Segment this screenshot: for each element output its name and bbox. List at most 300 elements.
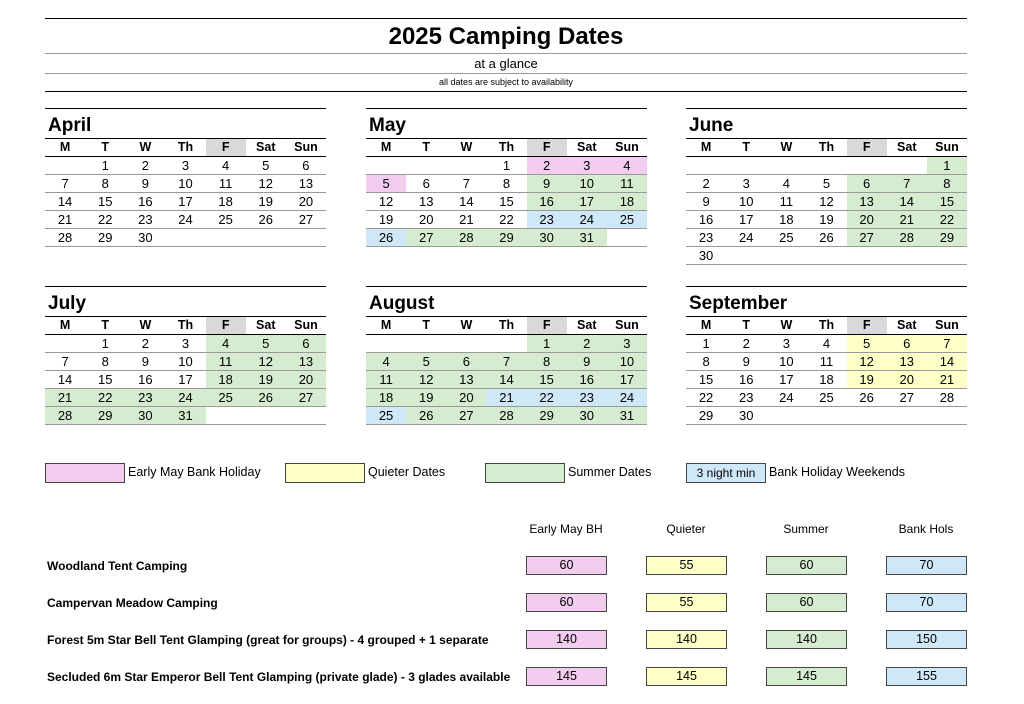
day-cell: 18 — [607, 193, 647, 211]
month-title: April — [48, 115, 92, 136]
day-cell: 12 — [246, 353, 286, 371]
week-row — [686, 211, 967, 229]
day-cell: 4 — [806, 335, 846, 353]
month-title: September — [689, 293, 788, 314]
day-cell: 27 — [286, 211, 326, 229]
day-cell: 1 — [85, 157, 125, 175]
empty-day-cell — [927, 407, 967, 425]
empty-day-cell — [206, 229, 246, 247]
empty-day-cell — [486, 335, 526, 353]
week-row — [366, 229, 647, 247]
price-cell: 155 — [886, 667, 967, 686]
day-cell: 25 — [806, 389, 846, 407]
day-cell: 20 — [847, 211, 887, 229]
weekday-header: Sun — [607, 317, 647, 335]
price-header-quieter: Quieter — [666, 522, 706, 536]
day-cell: 1 — [927, 157, 967, 175]
day-cell: 17 — [726, 211, 766, 229]
month-calendar-july — [45, 286, 326, 425]
day-cell: 3 — [165, 335, 205, 353]
day-cell: 2 — [527, 157, 567, 175]
weekday-header: Th — [486, 317, 526, 335]
day-cell: 30 — [527, 229, 567, 247]
empty-day-cell — [45, 335, 85, 353]
weekday-header: Sat — [567, 139, 607, 157]
legend-bank-holiday-swatch: 3 night min — [686, 463, 766, 483]
day-cell: 4 — [206, 335, 246, 353]
day-cell: 30 — [567, 407, 607, 425]
empty-day-cell — [927, 247, 967, 265]
weekday-header: T — [85, 317, 125, 335]
day-cell: 24 — [567, 211, 607, 229]
day-cell: 21 — [927, 371, 967, 389]
legend-summer-swatch — [485, 463, 565, 483]
day-cell: 22 — [927, 211, 967, 229]
weekday-header: Sat — [567, 317, 607, 335]
day-cell: 27 — [286, 389, 326, 407]
week-row — [45, 193, 326, 211]
empty-day-cell — [446, 335, 486, 353]
month-title: June — [689, 115, 734, 136]
day-cell: 9 — [567, 353, 607, 371]
empty-day-cell — [887, 407, 927, 425]
day-cell: 26 — [806, 229, 846, 247]
day-cell: 23 — [686, 229, 726, 247]
week-row — [45, 371, 326, 389]
price-header-bank-hols: Bank Hols — [898, 522, 954, 536]
price-cell: 140 — [646, 630, 727, 649]
price-header-summer: Summer — [783, 522, 829, 536]
day-cell: 25 — [206, 389, 246, 407]
day-cell: 12 — [366, 193, 406, 211]
day-cell: 9 — [726, 353, 766, 371]
day-cell: 5 — [406, 353, 446, 371]
empty-day-cell — [887, 157, 927, 175]
day-cell: 19 — [406, 389, 446, 407]
price-row-label: Campervan Meadow Camping — [47, 596, 218, 610]
day-cell: 10 — [726, 193, 766, 211]
day-cell: 6 — [446, 353, 486, 371]
price-cell: 60 — [526, 593, 607, 612]
week-row — [366, 335, 647, 353]
month-calendar-april — [45, 108, 326, 247]
month-calendar-may — [366, 108, 647, 247]
price-cell: 140 — [766, 630, 847, 649]
day-cell: 16 — [686, 211, 726, 229]
day-cell: 29 — [486, 229, 526, 247]
day-cell: 15 — [85, 193, 125, 211]
day-cell: 25 — [206, 211, 246, 229]
day-cell: 17 — [766, 371, 806, 389]
week-row — [686, 229, 967, 247]
month-title: August — [369, 293, 435, 314]
day-cell: 7 — [887, 175, 927, 193]
empty-day-cell — [286, 229, 326, 247]
day-cell: 4 — [607, 157, 647, 175]
day-cell: 16 — [125, 371, 165, 389]
weekday-header: Sun — [286, 317, 326, 335]
day-cell: 26 — [246, 389, 286, 407]
empty-day-cell — [806, 407, 846, 425]
day-cell: 13 — [446, 371, 486, 389]
price-cell: 55 — [646, 556, 727, 575]
day-cell: 15 — [85, 371, 125, 389]
empty-day-cell — [406, 335, 446, 353]
day-cell: 24 — [726, 229, 766, 247]
day-cell: 22 — [85, 389, 125, 407]
weekday-header: Th — [806, 317, 846, 335]
day-cell: 24 — [165, 389, 205, 407]
day-cell: 19 — [806, 211, 846, 229]
empty-day-cell — [887, 247, 927, 265]
day-cell: 21 — [45, 389, 85, 407]
weekday-header: Th — [806, 139, 846, 157]
day-cell: 10 — [165, 353, 205, 371]
price-cell: 55 — [646, 593, 727, 612]
price-cell: 60 — [766, 593, 847, 612]
price-cell: 70 — [886, 593, 967, 612]
availability-note: all dates are subject to availability — [438, 77, 574, 87]
day-cell: 31 — [607, 407, 647, 425]
day-cell: 29 — [686, 407, 726, 425]
day-cell: 30 — [686, 247, 726, 265]
page-title: 2025 Camping Dates — [388, 23, 624, 50]
weekday-header: F — [527, 139, 567, 157]
day-cell: 21 — [486, 389, 526, 407]
day-cell: 6 — [286, 335, 326, 353]
day-cell: 2 — [686, 175, 726, 193]
week-row — [366, 193, 647, 211]
weekday-header: Sun — [607, 139, 647, 157]
empty-day-cell — [246, 229, 286, 247]
weekday-header: Th — [165, 139, 205, 157]
day-cell: 7 — [446, 175, 486, 193]
day-cell: 7 — [45, 353, 85, 371]
day-cell: 12 — [806, 193, 846, 211]
day-cell: 18 — [206, 371, 246, 389]
empty-day-cell — [686, 157, 726, 175]
price-cell: 145 — [766, 667, 847, 686]
weekday-header: Sat — [246, 317, 286, 335]
weekday-header: Sat — [246, 139, 286, 157]
day-cell: 7 — [927, 335, 967, 353]
day-cell: 5 — [246, 335, 286, 353]
price-cell: 60 — [766, 556, 847, 575]
day-cell: 3 — [607, 335, 647, 353]
day-cell: 24 — [766, 389, 806, 407]
day-cell: 20 — [406, 211, 446, 229]
day-cell: 22 — [686, 389, 726, 407]
day-cell: 13 — [406, 193, 446, 211]
day-cell: 31 — [165, 407, 205, 425]
day-cell: 21 — [446, 211, 486, 229]
day-cell: 25 — [366, 407, 406, 425]
day-cell: 29 — [85, 229, 125, 247]
empty-day-cell — [726, 157, 766, 175]
week-row — [686, 353, 967, 371]
empty-day-cell — [406, 157, 446, 175]
day-cell: 14 — [446, 193, 486, 211]
weekday-header: F — [206, 317, 246, 335]
day-cell: 15 — [486, 193, 526, 211]
price-cell: 145 — [646, 667, 727, 686]
day-cell: 13 — [286, 175, 326, 193]
weekday-header: Th — [165, 317, 205, 335]
day-cell: 12 — [847, 353, 887, 371]
month-table — [686, 138, 967, 265]
weekday-header: M — [45, 139, 85, 157]
day-cell: 10 — [567, 175, 607, 193]
day-cell: 14 — [45, 193, 85, 211]
day-cell: 11 — [366, 371, 406, 389]
weekday-header: W — [766, 139, 806, 157]
week-row — [45, 335, 326, 353]
empty-day-cell — [726, 247, 766, 265]
legend-early-may-swatch — [45, 463, 125, 483]
day-cell: 11 — [766, 193, 806, 211]
weekday-header: F — [847, 317, 887, 335]
day-cell: 28 — [486, 407, 526, 425]
day-cell: 22 — [486, 211, 526, 229]
price-cell: 60 — [526, 556, 607, 575]
day-cell: 19 — [246, 371, 286, 389]
day-cell: 9 — [686, 193, 726, 211]
day-cell: 4 — [766, 175, 806, 193]
weekday-header: F — [847, 139, 887, 157]
day-cell: 14 — [486, 371, 526, 389]
week-row — [366, 157, 647, 175]
month-table — [366, 138, 647, 247]
day-cell: 13 — [887, 353, 927, 371]
day-cell: 23 — [527, 211, 567, 229]
month-calendar-june — [686, 108, 967, 265]
empty-day-cell — [766, 407, 806, 425]
day-cell: 4 — [206, 157, 246, 175]
weekday-header: T — [406, 317, 446, 335]
day-cell: 26 — [366, 229, 406, 247]
weekday-header: W — [446, 139, 486, 157]
week-row — [366, 371, 647, 389]
day-cell: 28 — [927, 389, 967, 407]
day-cell: 5 — [847, 335, 887, 353]
day-cell: 30 — [125, 229, 165, 247]
empty-day-cell — [165, 229, 205, 247]
day-cell: 6 — [847, 175, 887, 193]
day-cell: 28 — [446, 229, 486, 247]
day-cell: 18 — [766, 211, 806, 229]
week-row — [45, 211, 326, 229]
day-cell: 10 — [607, 353, 647, 371]
day-cell: 11 — [806, 353, 846, 371]
day-cell: 20 — [286, 193, 326, 211]
day-cell: 6 — [887, 335, 927, 353]
weekday-header: M — [366, 317, 406, 335]
price-row-label: Forest 5m Star Bell Tent Glamping (great for groups) - 4 grouped + 1 separate — [47, 633, 489, 647]
weekday-header: W — [766, 317, 806, 335]
month-calendar-september — [686, 286, 967, 425]
day-cell: 3 — [766, 335, 806, 353]
month-table — [686, 316, 967, 425]
day-cell: 16 — [527, 193, 567, 211]
day-cell: 8 — [486, 175, 526, 193]
day-cell: 14 — [887, 193, 927, 211]
day-cell: 5 — [246, 157, 286, 175]
weekday-header: Sat — [887, 317, 927, 335]
day-cell: 17 — [165, 193, 205, 211]
legend-bank-holiday-label: Bank Holiday Weekends — [769, 465, 905, 479]
weekday-header: F — [527, 317, 567, 335]
empty-day-cell — [766, 157, 806, 175]
week-row — [686, 389, 967, 407]
day-cell: 11 — [206, 353, 246, 371]
day-cell: 8 — [927, 175, 967, 193]
day-cell: 3 — [567, 157, 607, 175]
weekday-header: T — [85, 139, 125, 157]
day-cell: 9 — [125, 353, 165, 371]
day-cell: 17 — [567, 193, 607, 211]
price-row-label: Secluded 6m Star Emperor Bell Tent Glamping (private glade) - 3 glades available — [47, 670, 511, 684]
weekday-header: T — [726, 139, 766, 157]
day-cell: 10 — [766, 353, 806, 371]
day-cell: 17 — [607, 371, 647, 389]
legend-summer-label: Summer Dates — [568, 465, 652, 479]
weekday-header: Sun — [286, 139, 326, 157]
day-cell: 7 — [45, 175, 85, 193]
week-row — [686, 157, 967, 175]
empty-day-cell — [766, 247, 806, 265]
empty-day-cell — [847, 407, 887, 425]
day-cell: 23 — [125, 211, 165, 229]
day-cell: 9 — [125, 175, 165, 193]
day-cell: 9 — [527, 175, 567, 193]
day-cell: 1 — [85, 335, 125, 353]
empty-day-cell — [286, 407, 326, 425]
week-row — [686, 335, 967, 353]
empty-day-cell — [45, 157, 85, 175]
day-cell: 25 — [766, 229, 806, 247]
week-row — [45, 353, 326, 371]
day-cell: 15 — [927, 193, 967, 211]
day-cell: 22 — [527, 389, 567, 407]
week-row — [366, 175, 647, 193]
day-cell: 20 — [446, 389, 486, 407]
day-cell: 27 — [847, 229, 887, 247]
day-cell: 19 — [847, 371, 887, 389]
price-cell: 70 — [886, 556, 967, 575]
day-cell: 2 — [726, 335, 766, 353]
day-cell: 13 — [847, 193, 887, 211]
day-cell: 7 — [486, 353, 526, 371]
day-cell: 2 — [567, 335, 607, 353]
day-cell: 1 — [686, 335, 726, 353]
week-row — [366, 407, 647, 425]
empty-day-cell — [806, 157, 846, 175]
price-cell: 150 — [886, 630, 967, 649]
month-calendar-august — [366, 286, 647, 425]
price-cell: 140 — [526, 630, 607, 649]
week-row — [366, 353, 647, 371]
weekday-header: Sun — [927, 139, 967, 157]
weekday-header: T — [406, 139, 446, 157]
empty-day-cell — [366, 335, 406, 353]
day-cell: 8 — [686, 353, 726, 371]
day-cell: 23 — [567, 389, 607, 407]
weekday-header: W — [446, 317, 486, 335]
day-cell: 24 — [165, 211, 205, 229]
day-cell: 11 — [206, 175, 246, 193]
day-cell: 3 — [165, 157, 205, 175]
legend — [0, 463, 1024, 485]
day-cell: 15 — [686, 371, 726, 389]
day-cell: 8 — [85, 175, 125, 193]
price-cell: 145 — [526, 667, 607, 686]
day-cell: 10 — [165, 175, 205, 193]
day-cell: 25 — [607, 211, 647, 229]
empty-day-cell — [246, 407, 286, 425]
weekday-header: M — [686, 139, 726, 157]
day-cell: 21 — [45, 211, 85, 229]
weekday-header: M — [366, 139, 406, 157]
legend-quieter-swatch — [285, 463, 365, 483]
day-cell: 30 — [726, 407, 766, 425]
day-cell: 5 — [366, 175, 406, 193]
day-cell: 3 — [726, 175, 766, 193]
day-cell: 28 — [45, 407, 85, 425]
weekday-header: Th — [486, 139, 526, 157]
price-header-early-may: Early May BH — [529, 522, 603, 536]
day-cell: 30 — [125, 407, 165, 425]
weekday-header: Sun — [927, 317, 967, 335]
day-cell: 31 — [567, 229, 607, 247]
month-table — [366, 316, 647, 425]
day-cell: 19 — [246, 193, 286, 211]
day-cell: 26 — [847, 389, 887, 407]
day-cell: 18 — [206, 193, 246, 211]
day-cell: 16 — [567, 371, 607, 389]
day-cell: 18 — [806, 371, 846, 389]
page-header — [45, 18, 967, 92]
day-cell: 27 — [406, 229, 446, 247]
page-subtitle: at a glance — [474, 56, 538, 71]
day-cell: 21 — [887, 211, 927, 229]
day-cell: 29 — [527, 407, 567, 425]
day-cell: 17 — [165, 371, 205, 389]
day-cell: 1 — [527, 335, 567, 353]
month-table — [45, 316, 326, 425]
day-cell: 29 — [85, 407, 125, 425]
day-cell: 19 — [366, 211, 406, 229]
day-cell: 8 — [527, 353, 567, 371]
weekday-header: M — [45, 317, 85, 335]
empty-day-cell — [847, 247, 887, 265]
legend-early-may-label: Early May Bank Holiday — [128, 465, 261, 479]
day-cell: 26 — [246, 211, 286, 229]
week-row — [366, 389, 647, 407]
day-cell: 22 — [85, 211, 125, 229]
day-cell: 14 — [45, 371, 85, 389]
weekday-header: T — [726, 317, 766, 335]
legend-quieter-label: Quieter Dates — [368, 465, 446, 479]
day-cell: 29 — [927, 229, 967, 247]
day-cell: 14 — [927, 353, 967, 371]
week-row — [45, 229, 326, 247]
day-cell: 6 — [406, 175, 446, 193]
day-cell: 16 — [726, 371, 766, 389]
day-cell: 28 — [887, 229, 927, 247]
week-row — [45, 157, 326, 175]
weekday-header: W — [125, 317, 165, 335]
empty-day-cell — [446, 157, 486, 175]
